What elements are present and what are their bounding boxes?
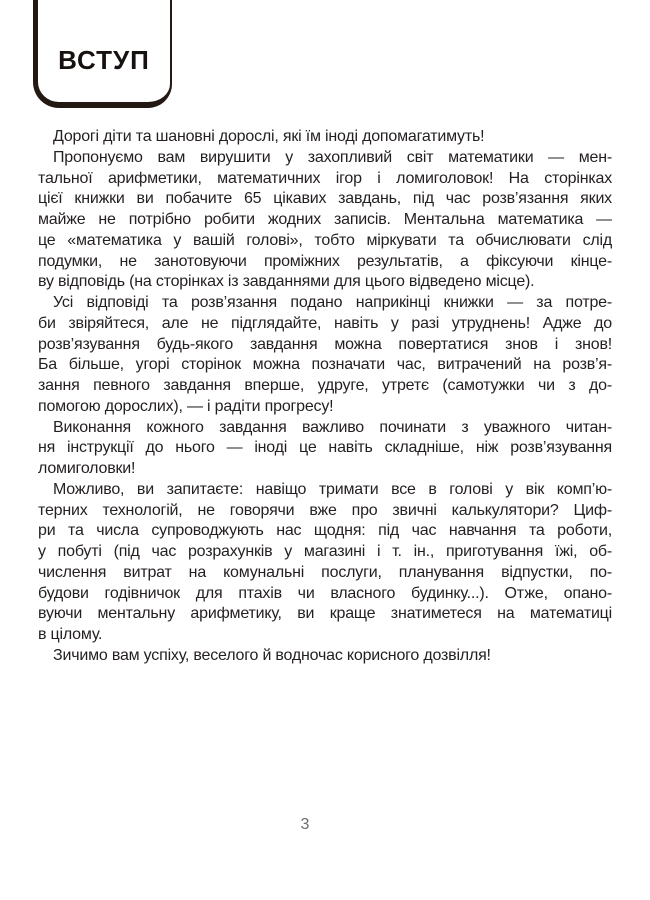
intro-text [38,127,612,667]
text-line: ву відповідь (на сторінках із завданнями для цього відведено місце). [38,273,535,291]
text-line: Можливо, ви запитаєте: навіщо тримати все в голові у вік комп’ю- [53,480,612,498]
paragraph-answers [38,293,612,418]
text-line: терних технологій, не говорячи вже про звичні калькулятори? Циф- [38,501,612,519]
text-line: тальної арифметики, математичних ігор і ломиголовок! На сторінках [38,169,612,187]
text-line: ри та числа супроводжують нас щодня: під час навчання та роботи, [38,522,612,540]
chapter-heading-box [33,0,172,108]
text-line: Зичимо вам успіху, веселого й водночас корисного дозвілля! [53,646,491,664]
text-line: ня інструкції до нього — іноді це навіть складніше, ніж розв’язування [38,439,612,457]
paragraph-invitation [38,148,612,293]
paragraph-why-mental-math [38,480,612,646]
text-line: ломиголовки! [38,460,136,477]
text-line: в цілому. [38,626,103,643]
text-line: подумки, не занотовуючи проміжних результатів, а фіксуючи кінце- [38,252,612,270]
text-line: би звіряйтеся, але не підглядайте, навіть у разі утруднень! Адже до [38,314,612,332]
text-line: вуючи ментальну арифметику, ви краще знатиметеся на математиці [38,605,612,623]
text-line: помогою дорослих), — і радіти прогресу! [38,397,334,415]
paragraph-wishes [38,646,612,667]
text-line: майже не потрібно робити жодних записів. Ментальна математика — [38,211,612,228]
text-line: числення витрат на комунальні послуги, планування відпустки, по- [38,563,612,581]
text-line: Пропонуємо вам вирушити у захопливий світ математики — мен- [53,148,612,166]
paragraph-instructions [38,418,612,480]
text-line: цієї книжки ви побачите 65 цікавих завдань, під час розв’язання яких [38,190,612,208]
text-line: Усі відповіді та розв’язання подано наприкінці книжки — за потре- [53,294,612,311]
text-line: у побуті (під час розрахунків у магазині і т. ін., приготування їжі, об- [38,543,612,560]
text-line: будови годівничок для птахів чи власного будинку...). Отже, опано- [38,584,612,602]
text-line: розв’язування будь-якого завдання можна повертатися знов і знов! [38,335,612,353]
text-line: Дорогі діти та шановні дорослі, які їм іноді допомагатимуть! [53,128,485,145]
text-line: зання певного завдання вперше, удруге, утретє (самотужки чи з до- [38,377,612,394]
text-line: Ба більше, угорі сторінок можна позначати час, витрачений на розв’я- [38,356,612,374]
text-line: Виконання кожного завдання важливо починати з уважного читан- [53,418,612,436]
text-line: це «математика у вашій голові», тобто міркувати та обчислювати слід [38,231,612,249]
chapter-title: ВСТУП [58,45,150,75]
paragraph-greeting [38,127,612,148]
page-number: 3 [300,816,310,833]
